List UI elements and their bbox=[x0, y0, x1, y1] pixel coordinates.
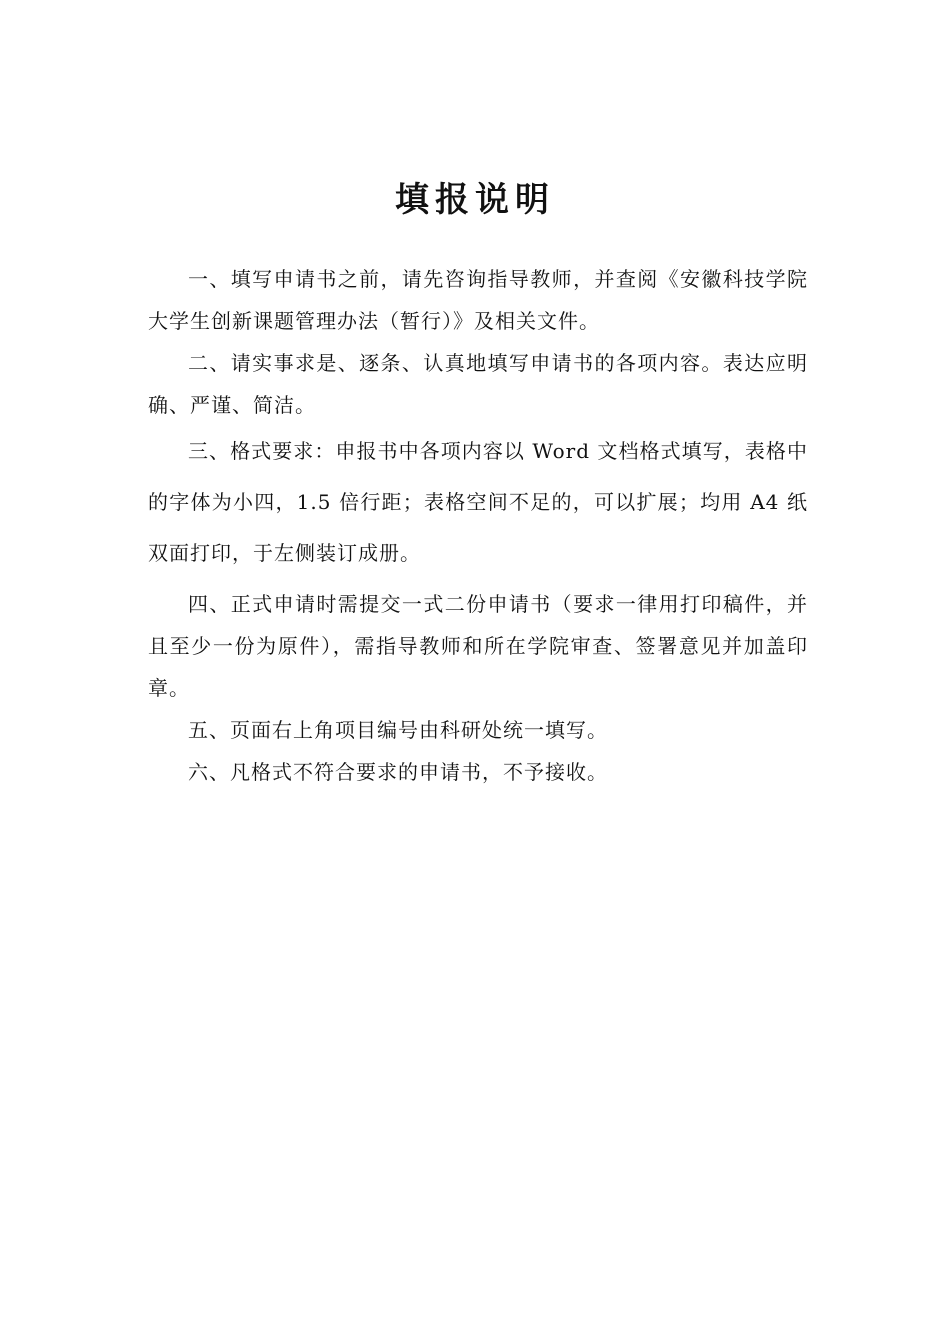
instruction-item-6: 六、凡格式不符合要求的申请书，不予接收。 bbox=[188, 760, 608, 784]
instructions-list bbox=[148, 258, 808, 793]
instruction-item-5: 五、页面右上角项目编号由科研处统一填写。 bbox=[188, 718, 608, 742]
page-title: 填报说明 bbox=[395, 180, 555, 220]
instruction-item-1: 一、填写申请书之前，请先咨询指导教师，并查阅《安徽科技学院大学生创新课题管理办法（暂行）》及相关文件。 bbox=[148, 267, 808, 333]
instruction-item-2: 二、请实事求是、逐条、认真地填写申请书的各项内容。表达应明确、严谨、简洁。 bbox=[148, 351, 808, 417]
instruction-item-3: 三、格式要求：申报书中各项内容以 Word 文档格式填写，表格中的字体为小四，1.5 倍行距；表格空间不足的，可以扩展；均用 A4 纸双面打印，于左侧装订成册。 bbox=[148, 439, 808, 565]
instruction-item-4: 四、正式申请时需提交一式二份申请书（要求一律用打印稿件，并且至少一份为原件），需指导教师和所在学院审查、签署意见并加盖印章。 bbox=[148, 592, 808, 700]
